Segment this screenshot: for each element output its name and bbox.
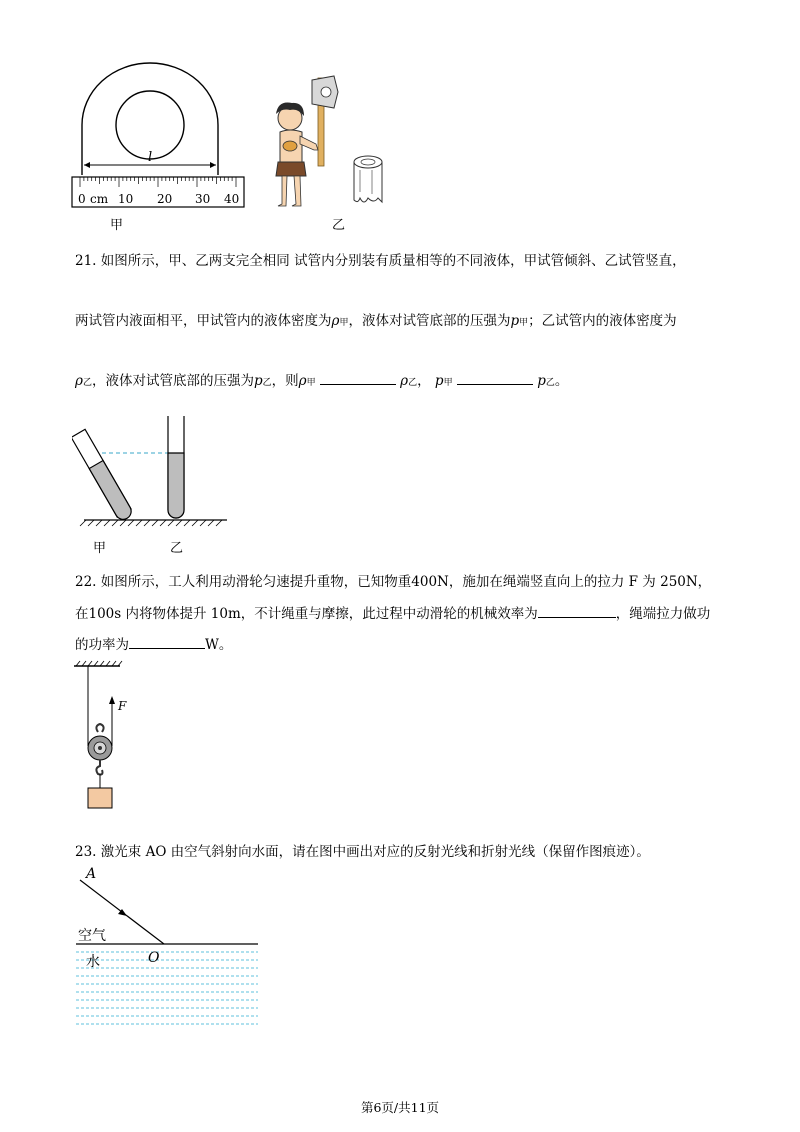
q21-line2: 两试管内液面相平，甲试管内的液体密度为ρ甲，液体对试管底部的压强为p甲；乙试管内的液体密度为 bbox=[75, 313, 677, 329]
q22-line3: 的功率为 W。 bbox=[75, 634, 232, 655]
q21-line1 bbox=[75, 251, 686, 271]
q21-blank-2[interactable] bbox=[457, 370, 533, 385]
figure-test-tubes bbox=[72, 410, 242, 535]
ruler-label-0: 0 bbox=[78, 192, 86, 206]
length-label: l bbox=[148, 150, 153, 165]
ruler-label-10: 10 bbox=[118, 192, 134, 206]
ruler-label-cm: cm bbox=[90, 192, 109, 206]
q21-line3: ρ乙，液体对试管底部的压强为p乙，则ρ甲 ρ乙， p甲 p乙。 bbox=[75, 370, 568, 393]
force-label: F bbox=[118, 699, 127, 713]
caption-jia-top: 甲 bbox=[110, 218, 124, 233]
rho-yi: ρ bbox=[75, 373, 83, 389]
figure-laser-water bbox=[72, 866, 262, 1031]
q22-line1-text: 如图所示，工人利用动滑轮匀速提升重物，已知物重400N，施加在绳端竖直向上的拉力 F 为 250N， bbox=[100, 574, 712, 590]
q22-blank-power[interactable] bbox=[129, 634, 205, 649]
q23-number: 23. bbox=[75, 844, 97, 860]
ruler-label-30: 30 bbox=[195, 192, 211, 206]
ruler-label-20: 20 bbox=[157, 192, 173, 206]
caption-yi-top: 乙 bbox=[332, 218, 346, 233]
q23-text: 激光束 AO 由空气斜射向水面，请在图中画出对应的反射光线和折射光线（保留作图痕迹）。 bbox=[100, 844, 650, 860]
q23-line bbox=[75, 842, 650, 862]
label-O: O bbox=[148, 950, 160, 966]
page-footer: 第6页/共11页 bbox=[360, 1100, 440, 1115]
rho-jia: ρ bbox=[331, 313, 340, 329]
q22-number: 22. bbox=[75, 574, 97, 590]
q22-line1 bbox=[75, 572, 711, 592]
caption-jia-tubes: 甲 bbox=[93, 541, 107, 556]
p-yi: p bbox=[253, 373, 263, 389]
q21-number: 21. bbox=[75, 253, 97, 269]
p-jia: p bbox=[510, 313, 520, 329]
label-air: 空气 bbox=[78, 928, 106, 944]
q22-line2: 在100s 内将物体提升 10m，不计绳重与摩擦，此过程中动滑轮的机械效率为 ，绳端拉力做功 bbox=[75, 603, 710, 624]
q21-line1-text: 如图所示，甲、乙两支完全相同 试管内分别装有质量相等的不同液体，甲试管倾斜、乙试管竖直， bbox=[100, 253, 686, 269]
figure-ruler-measurement bbox=[60, 55, 260, 230]
label-A: A bbox=[86, 866, 97, 882]
figure-pulley bbox=[68, 660, 148, 812]
label-water: 水 bbox=[86, 954, 100, 970]
caption-yi-tubes: 乙 bbox=[170, 541, 184, 556]
figure-boy-axe bbox=[268, 70, 408, 215]
q21-blank-1[interactable] bbox=[320, 370, 396, 385]
ruler-label-40: 40 bbox=[224, 192, 240, 206]
q22-blank-efficiency[interactable] bbox=[538, 603, 616, 618]
